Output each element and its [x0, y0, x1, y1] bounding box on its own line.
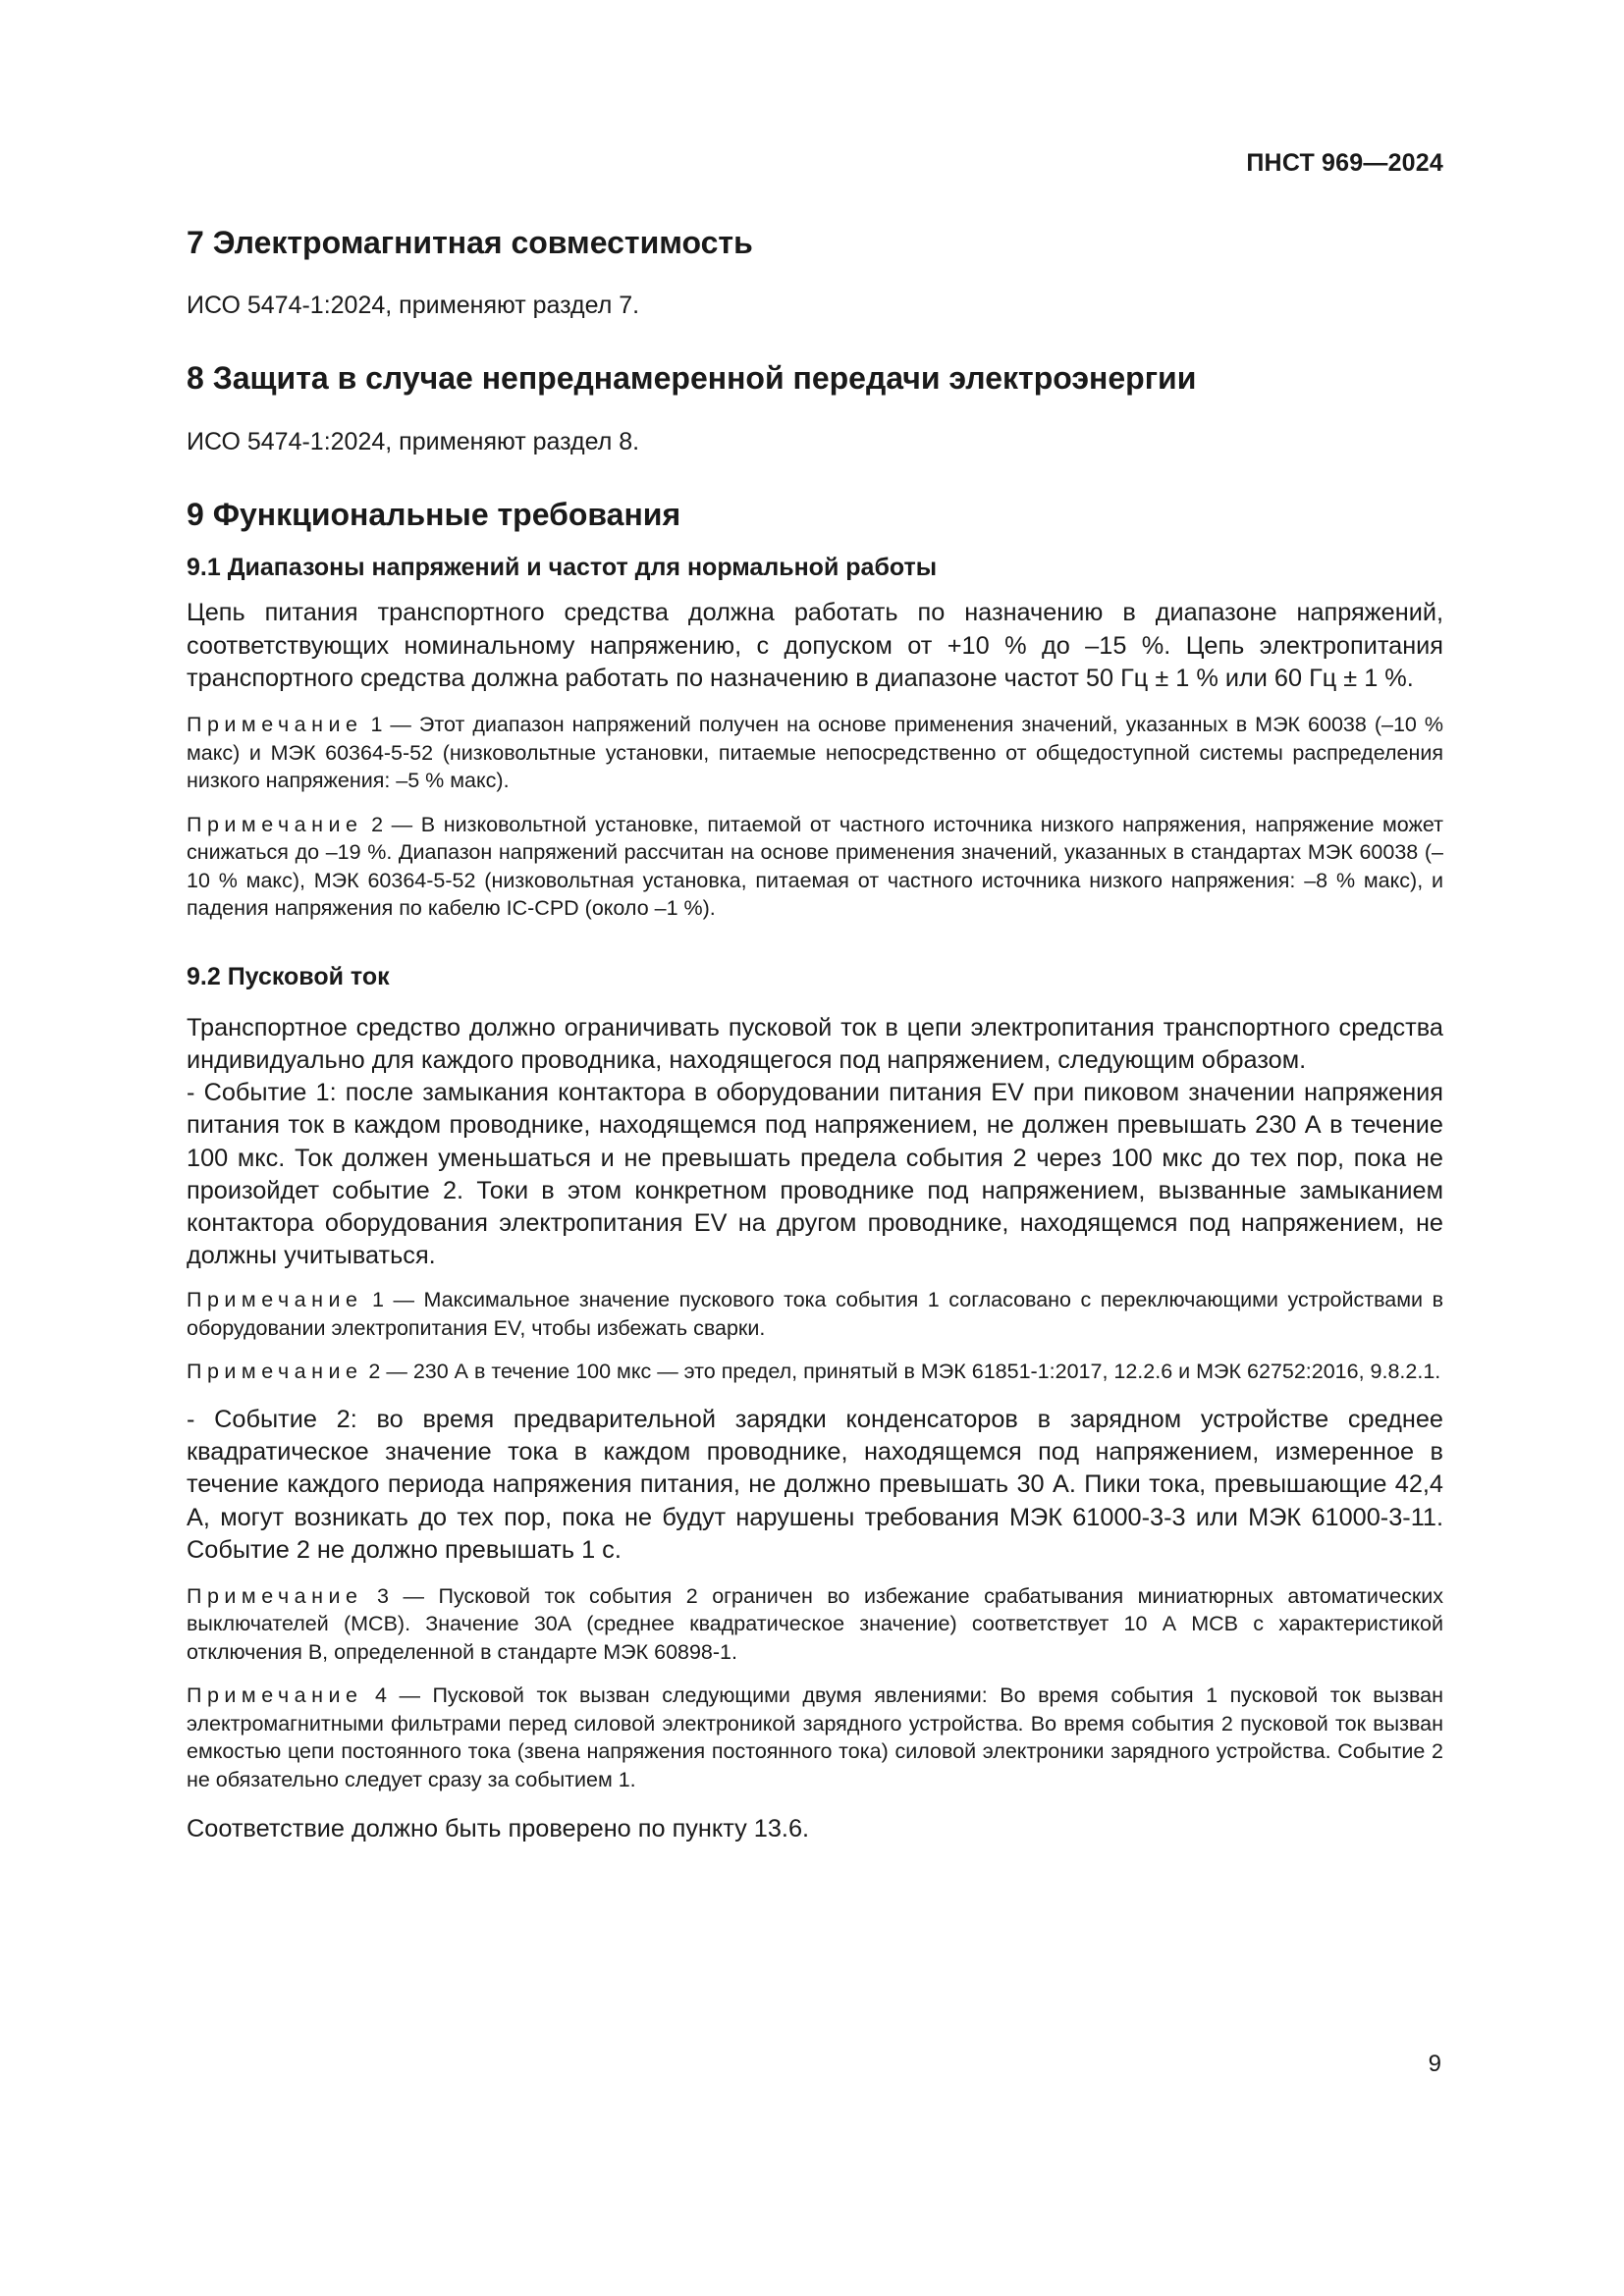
section-8-text: ИСО 5474-1:2024, применяют раздел 8.: [187, 427, 640, 455]
section-8-title: 8 Защита в случае непреднамеренной передачи электроэнергии: [187, 360, 1197, 397]
section-9-1-note-1: [187, 711, 1443, 795]
section-9-title: 9 Функциональные требования: [187, 496, 681, 532]
event-2-text: - Событие 2: во время предварительной зарядки конденсаторов в зарядном устройстве среднее квадратическое значение тока в каждом проводнике, находящемся под напряжением, измеренное в течение каждого периода напряжения питания, не должно превышать 30 А. Пики тока, превышающие 42,4 А, могут возникать до тех пор, пока не будут нарушены требования МЭК 61000-3-3 или МЭК 61000-3-11. Событие 2 не должно превышать 1 с.: [187, 1405, 1443, 1564]
note-label: Примечание: [187, 1683, 363, 1708]
section-9-2-paragraph: Транспортное средство должно ограничивать пусковой ток в цепи электропитания транспортного средства индивидуально для каждого проводника, находящегося под напряжением, следующим образом.: [187, 1013, 1443, 1074]
section-9-1-paragraph: Цепь питания транспортного средства должна работать по назначению в диапазоне напряжений, соответствующих номинальному напряжению, с допуском от +10 % до –15 %. Цепь электропитания транспортного средства должна работать по назначению в диапазоне частот 50 Гц ± 1 % или 60 Гц ± 1 %.: [187, 599, 1443, 692]
section-9-2-title: 9.2 Пусковой ток: [187, 962, 390, 990]
section-9-2-note-4: [187, 1682, 1443, 1793]
note-text: 2 — В низковольтной установке, питаемой от частного источника низкого напряжения, напряжение может снижаться до –19 %. Диапазон напряжений рассчитан на основе применения значений, указанных в стандартах МЭК 60038 (–10 % макс), МЭК 60364-5-52 (низковольтная установка, питаемая от частного источника низкого напряжения: –8 % макс), и падения напряжения по кабелю IC-CPD (около –1 %).: [187, 812, 1443, 921]
note-text: 3 — Пусковой ток события 2 ограничен во избежание срабатывания миниатюрных автоматических выключателей (MCB). Значение 30А (среднее квадратическое значение) соответствует 10 А MCB с характеристикой отключения B, определенной в стандарте МЭК 60898-1.: [187, 1583, 1443, 1664]
page-content: [187, 224, 1443, 1846]
note-label: Примечание: [187, 1288, 363, 1312]
note-label: Примечание: [187, 812, 363, 836]
page-number: 9: [1428, 2051, 1441, 2077]
section-9-2-note-3: [187, 1582, 1443, 1667]
section-7-text: ИСО 5474-1:2024, применяют раздел 7.: [187, 292, 640, 320]
section-9-1-title: 9.1 Диапазоны напряжений и частот для нормальной работы: [187, 554, 938, 582]
note-label: Примечание: [187, 1583, 363, 1608]
note-text: 1 — Этот диапазон напряжений получен на основе применения значений, указанных в МЭК 60038 (–10 % макс) и МЭК 60364-5-52 (низковольтные установки, питаемые непосредственно от общедоступной системы распределения низкого напряжения: –5 % макс).: [187, 713, 1443, 793]
document-id: ПНСТ 969—2024: [1246, 149, 1443, 177]
section-9-1-note-2: [187, 811, 1443, 923]
note-label: Примечание: [187, 713, 363, 737]
note-text: 1 — Максимальное значение пускового тока события 1 согласовано с переключающими устройствами в оборудовании электропитания EV, чтобы избежать сварки.: [187, 1288, 1443, 1340]
note-label: Примечание: [187, 1360, 363, 1384]
section-9-2-note-2: [187, 1358, 1443, 1386]
section-9-2-note-1: [187, 1286, 1443, 1342]
event-1-text: - Событие 1: после замыкания контактора в оборудовании питания EV при пиковом значении напряжения питания ток в каждом проводнике, находящемся под напряжением, не должен превышать 230 А в течение 100 мкс. Ток должен уменьшаться и не превышать предела события 2 через 100 мкс до тех пор, пока не произойдет событие 2. Токи в этом конкретном проводнике под напряжением, вызванные замыканием контактора оборудования электропитания EV на другом проводнике, находящемся под напряжением, не должны учитываться.: [187, 1079, 1443, 1270]
section-7-title: 7 Электромагнитная совместимость: [187, 225, 753, 260]
note-text: 2 — 230 А в течение 100 мкс — это предел, принятый в МЭК 61851-1:2017, 12.2.6 и МЭК 62752:2016, 9.8.2.1.: [362, 1360, 1441, 1384]
compliance-statement: Соответствие должно быть проверено по пункту 13.6.: [187, 1815, 810, 1843]
note-text: 4 — Пусковой ток вызван следующими двумя явлениями: Во время события 1 пусковой ток вызван электромагнитными фильтрами перед силовой электроникой зарядного устройства. Во время события 2 пусковой ток вызван емкостью цепи постоянного тока (звена напряжения постоянного тока) силовой электроники зарядного устройства. Событие 2 не обязательно следует сразу за событием 1.: [187, 1683, 1443, 1791]
